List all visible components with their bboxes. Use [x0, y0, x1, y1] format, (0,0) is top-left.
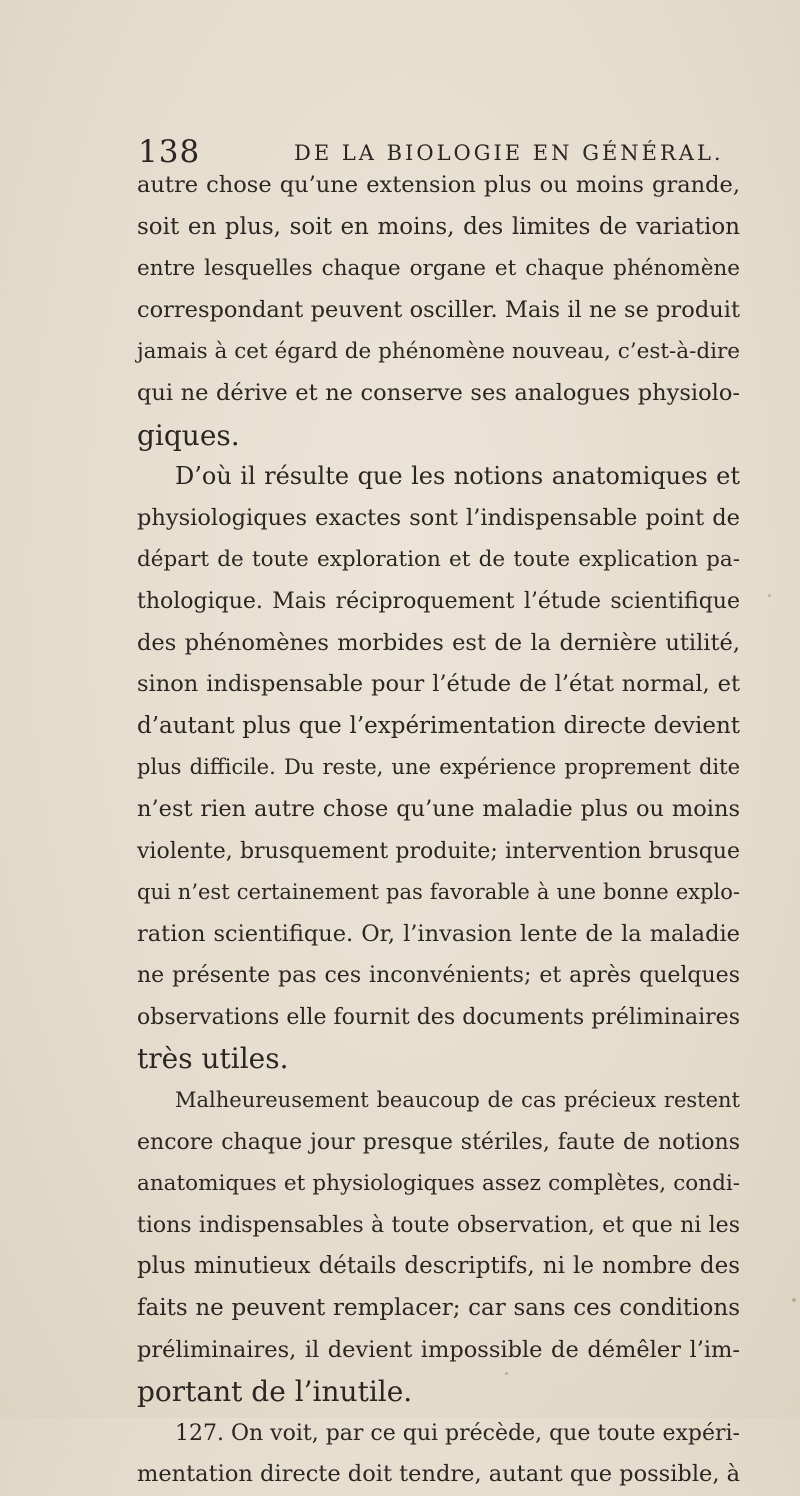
running-head: DE LA BIOLOGIE EN GÉNÉRAL.	[294, 141, 724, 165]
text-line: mentation directe doit tendre, autant que possible, à	[137, 1461, 741, 1488]
text-line: physiologiques exactes sont l’indispensable point de	[137, 504, 740, 531]
text-line: jamais à cet égard de phénomène nouveau, c’est-à-dire	[137, 339, 740, 365]
text-line: faits ne peuvent remplacer; car sans ces conditions	[137, 1295, 740, 1322]
text-line: tions indispensables à toute observation, et que ni les	[137, 1212, 740, 1238]
text-line: d’autant plus que l’expérimentation directe devient	[137, 712, 740, 739]
text-line: D’où il résulte que les notions anatomiques et	[175, 462, 740, 491]
text-line: ration scientifique. Or, l’invasion lente de la maladie	[137, 920, 740, 947]
text-line: très utiles.	[137, 1042, 289, 1076]
text-line: qui n’est certainement pas favorable à une bonne explo-	[137, 880, 740, 905]
text-line: anatomiques et physiologiques assez complètes, condi-	[137, 1171, 740, 1197]
page-number: 138	[138, 134, 201, 170]
body-text	[137, 165, 740, 1496]
text-line: observations elle fournit des documents préliminaires	[137, 1004, 740, 1030]
text-line: giques.	[137, 418, 240, 452]
text-line: encore chaque jour presque stériles, faute de notions	[137, 1129, 740, 1155]
text-line: autre chose qu’une extension plus ou moins grande,	[137, 172, 740, 198]
text-line: correspondant peuvent osciller. Mais il ne se produit	[137, 296, 740, 323]
text-line: plus minutieux détails descriptifs, ni le nombre des	[137, 1253, 740, 1280]
text-line: 127. On voit, par ce qui précède, que toute expéri-	[175, 1420, 740, 1446]
text-line: entre lesquelles chaque organe et chaque phénomène	[137, 256, 740, 282]
text-line: qui ne dérive et ne conserve ses analogues physiolo-	[137, 379, 740, 406]
text-line: plus difficile. Du reste, une expérience proprement dite	[137, 755, 740, 780]
paper-speck	[792, 1298, 796, 1302]
text-line: sinon indispensable pour l’étude de l’état normal, et	[137, 671, 740, 698]
text-line: n’est rien autre chose qu’une maladie plus ou moins	[137, 795, 740, 822]
text-line: thologique. Mais réciproquement l’étude scientifique	[137, 588, 740, 614]
paper-speck	[768, 594, 771, 597]
text-line: départ de toute exploration et de toute explication pa-	[137, 547, 740, 573]
paper-speck	[505, 1372, 508, 1375]
text-line: violente, brusquement produite; intervention brusque	[137, 838, 740, 864]
text-line: ne présente pas ces inconvénients; et après quelques	[137, 963, 740, 989]
text-line: Malheureusement beaucoup de cas précieux restent	[175, 1088, 740, 1113]
text-line: portant de l’inutile.	[137, 1375, 413, 1409]
text-line: des phénomènes morbides est de la dernière utilité,	[137, 629, 740, 656]
text-line: soit en plus, soit en moins, des limites de variation	[137, 213, 740, 240]
text-line: préliminaires, il devient impossible de démêler l’im-	[137, 1336, 740, 1363]
